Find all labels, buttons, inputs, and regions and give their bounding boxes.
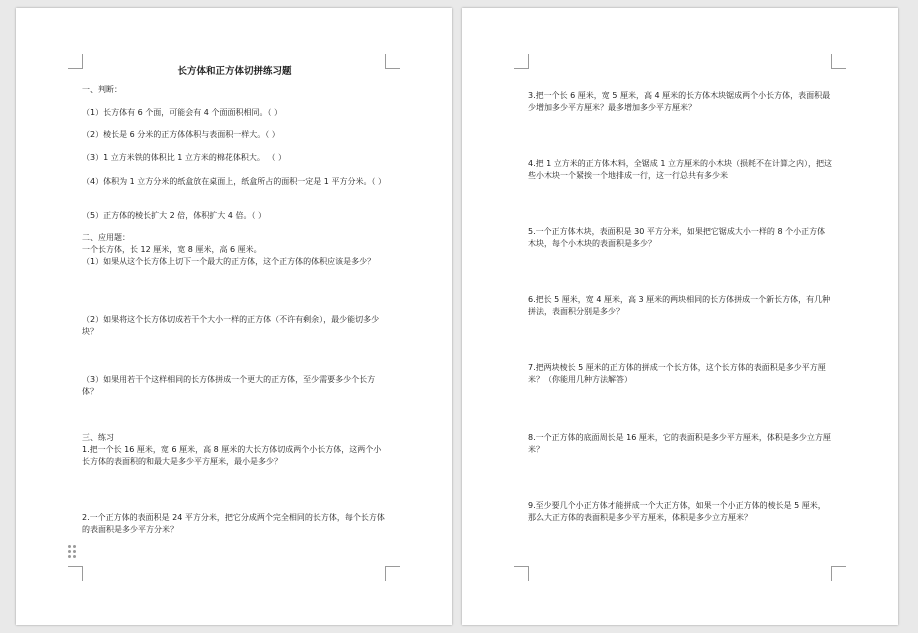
crop-mark-bottom-right: [831, 566, 846, 581]
judgment-item-1: （1）长方体有 6 个面，可能会有 4 个面面积相同。（ ）: [82, 108, 282, 117]
section-heading-judgment: 一、判断：: [82, 85, 122, 94]
application-question-2: （2）如果将这个长方体切成若干个大小一样的正方体（不许有剩余），最少能切多少块？: [82, 315, 380, 336]
crop-mark-top-left: [68, 54, 83, 69]
practice-problem-7: 7.把两块棱长 5 厘米的正方体的拼成一个长方体，这个长方体的表面积是多少平方厘米？（你能用几种方法解答）: [528, 363, 826, 384]
document-title: 长方体和正方体切拼练习题: [177, 66, 292, 77]
practice-problem-9: 9.至少要几个小正方体才能拼成一个大正方体，如果一个小正方体的棱长是 5 厘米，那么大正方体的表面积是多少平方厘米，体积是多少立方厘米？: [528, 501, 826, 522]
practice-problem-3: 3.把一个长 6 厘米，宽 5 厘米，高 4 厘米的长方体木块锯成两个小长方体，表面积最少增加多少平方厘米？最多增加多少平方厘米？: [528, 91, 831, 112]
drag-handle-icon[interactable]: [68, 545, 78, 559]
practice-problem-8: 8.一个正方体的底面周长是 16 厘米，它的表面积是多少平方厘米，体积是多少立方厘米？: [528, 433, 831, 454]
judgment-item-5: （5）正方体的棱长扩大 2 倍，体积扩大 4 倍。（ ）: [82, 211, 266, 220]
document-page-1: [16, 8, 452, 625]
crop-mark-bottom-right: [385, 566, 400, 581]
crop-mark-top-left: [514, 54, 529, 69]
practice-problem-2: 2.一个正方体的表面积是 24 平方分米，把它分成两个完全相同的长方体，每个长方体的表面积是多少平方分米？: [82, 513, 385, 534]
document-page-2: [462, 8, 898, 625]
crop-mark-bottom-left: [514, 566, 529, 581]
section-heading-practice: 三、练习: [82, 433, 114, 442]
judgment-item-4: （4）体积为 1 立方分米的纸盒放在桌面上，纸盒所占的面积一定是 1 平方分米。（ ）: [82, 177, 386, 186]
crop-mark-top-right: [385, 54, 400, 69]
practice-problem-1: 1.把一个长 16 厘米，宽 6 厘米，高 8 厘米的大长方体切成两个小长方体，这两个小长方体的表面积的和最大是多少平方厘米，最小是多少？: [82, 445, 382, 466]
application-intro: 一个长方体，长 12 厘米，宽 8 厘米，高 6 厘米。: [82, 245, 262, 254]
application-question-1: （1）如果从这个长方体上切下一个最大的正方体，这个正方体的体积应该是多少？: [82, 257, 376, 266]
judgment-item-3: （3）1 立方米铁的体积比 1 立方米的棉花体积大。 （ ）: [82, 153, 286, 162]
practice-problem-4: 4.把 1 立方米的正方体木料，全锯成 1 立方厘米的小木块（损耗不在计算之内），把这些小木块一个紧挨一个地排成一行，这一行总共有多少米: [528, 159, 832, 180]
application-question-3: （3）如果用若干个这样相同的长方体拼成一个更大的正方体，至少需要多少个长方体？: [82, 375, 376, 396]
practice-problem-6: 6.把长 5 厘米，宽 4 厘米，高 3 厘米的两块相同的长方体拼成一个新长方体，有几种拼法，表面积分别是多少？: [528, 295, 831, 316]
practice-problem-5: 5.一个正方体木块，表面积是 30 平方分米，如果把它锯成大小一样的 8 个小正方体木块，每个小木块的表面积是多少？: [528, 227, 826, 248]
crop-mark-top-right: [831, 54, 846, 69]
judgment-item-2: （2）棱长是 6 分米的正方体体积与表面积一样大。（ ）: [82, 130, 280, 139]
crop-mark-bottom-left: [68, 566, 83, 581]
section-heading-application: 二、应用题：: [82, 233, 130, 242]
